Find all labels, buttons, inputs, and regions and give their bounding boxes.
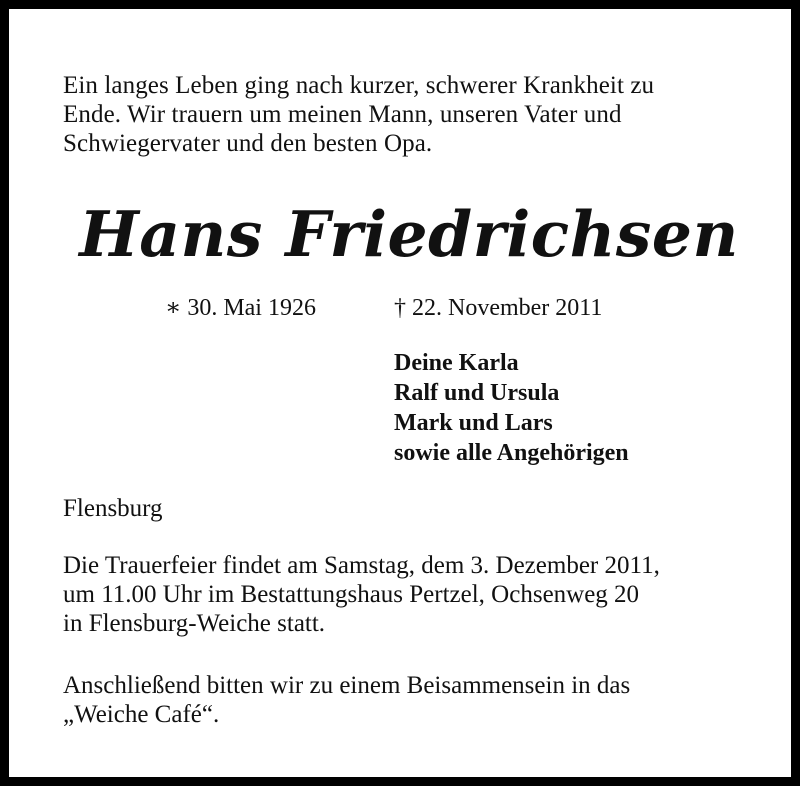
deceased-name: Hans Friedrichsen (79, 197, 739, 271)
intro-paragraph (63, 71, 763, 158)
intro-line: Ende. Wir trauern um meinen Mann, unseren Vater und (63, 101, 622, 128)
death-date: † 22. November 2011 (394, 295, 603, 321)
mourner-item: Deine Karla (394, 350, 519, 376)
service-line: um 11.00 Uhr im Bestattungshaus Pertzel, Ochsenweg 20 (63, 581, 640, 608)
invitation-line: Anschließend bitten wir zu einem Beisammensein in das (63, 672, 631, 699)
city-name: Flensburg (63, 495, 163, 522)
mourners-list (394, 348, 629, 468)
mourner-item: Ralf und Ursula (394, 380, 560, 406)
mourner-item: sowie alle Angehörigen (394, 440, 629, 466)
mourner-item: Mark und Lars (394, 410, 553, 436)
invitation-line: „Weiche Café“. (63, 701, 220, 728)
invitation-paragraph (63, 671, 630, 729)
obituary-content (63, 71, 763, 728)
birth-date: ∗ 30. Mai 1926 (165, 295, 316, 321)
service-line: in Flensburg-Weiche statt. (63, 610, 326, 637)
intro-line: Schwiegervater und den besten Opa. (63, 130, 433, 157)
intro-line: Ein langes Leben ging nach kurzer, schwerer Krankheit zu (63, 72, 655, 99)
service-paragraph (63, 551, 660, 638)
service-line: Die Trauerfeier findet am Samstag, dem 3. Dezember 2011, (63, 552, 660, 579)
